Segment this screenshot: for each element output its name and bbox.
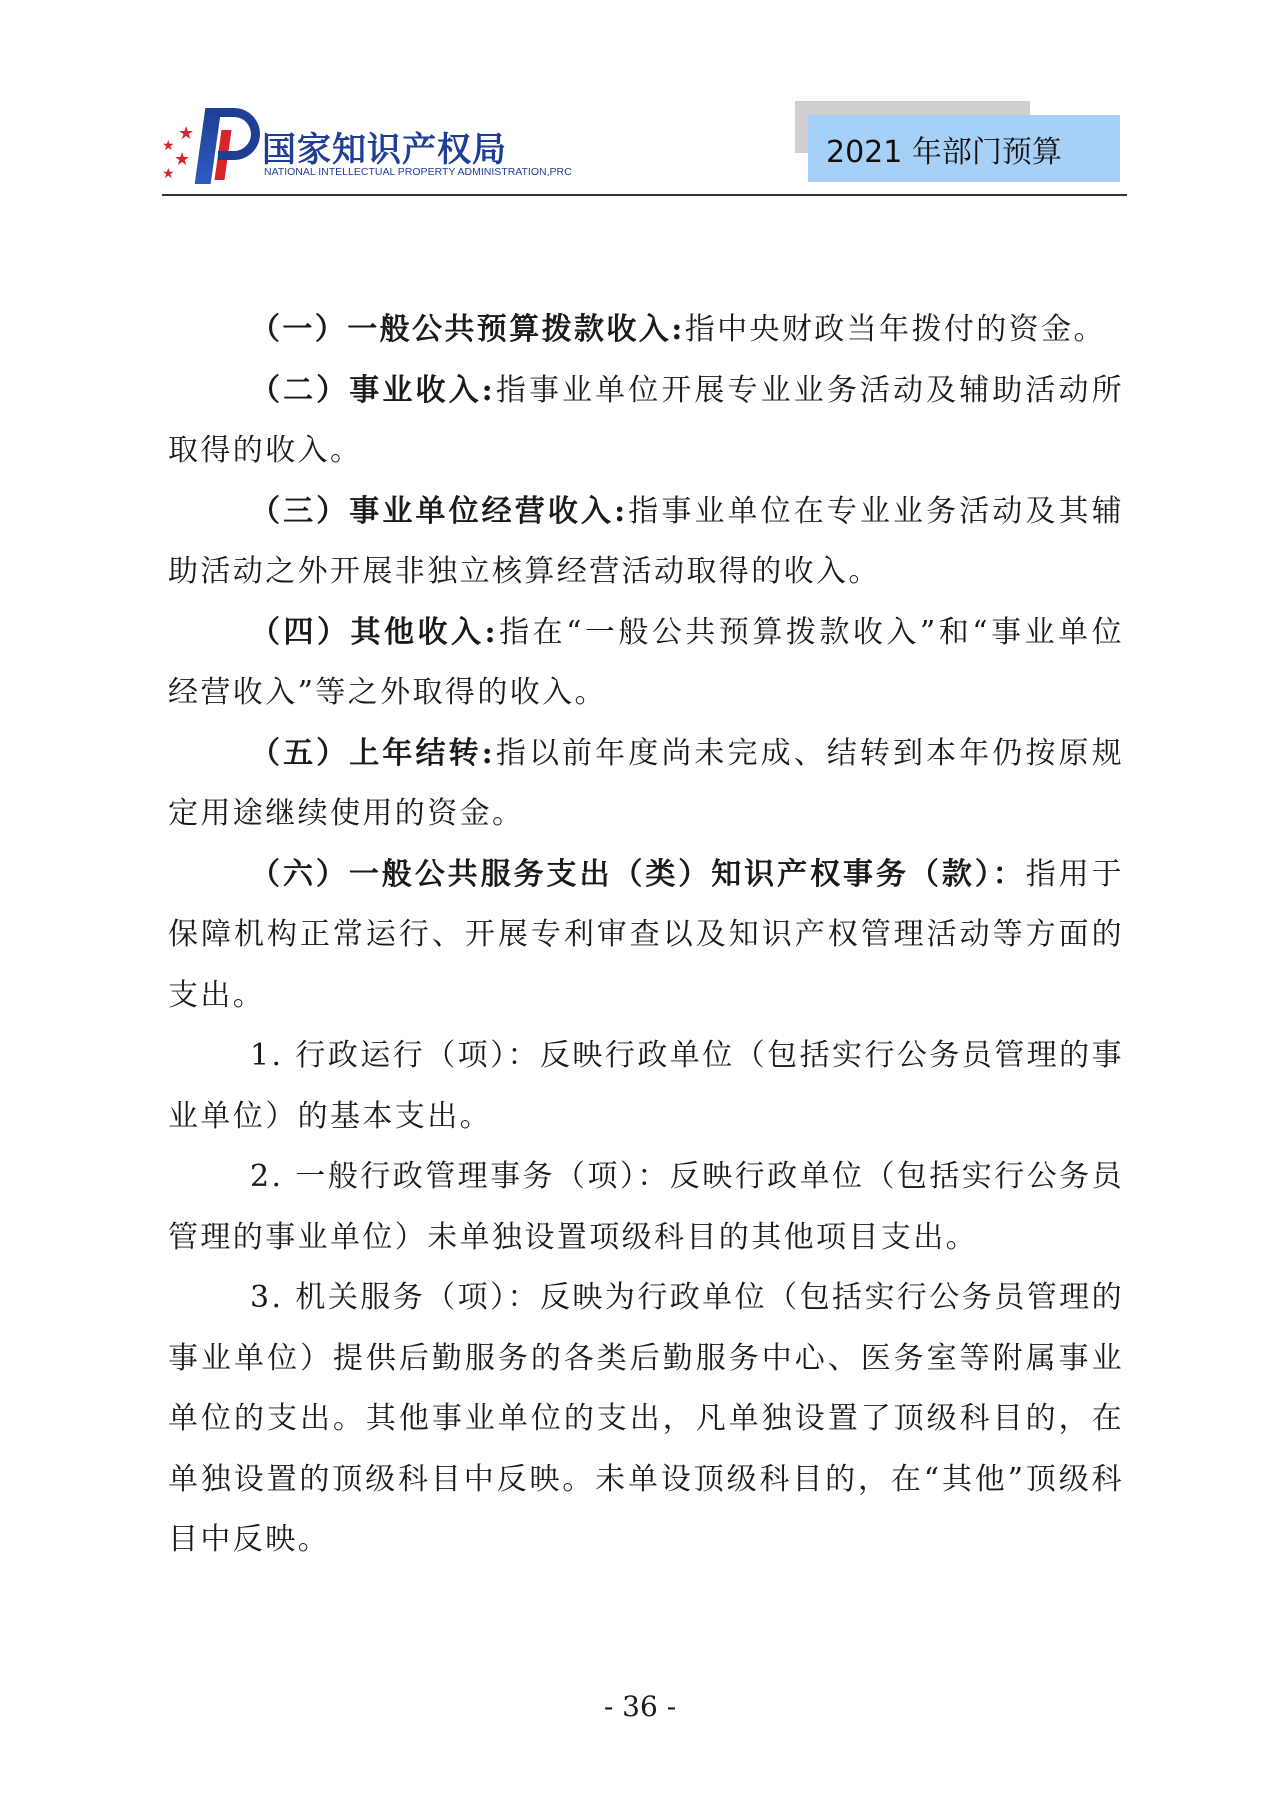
- list-item-text: 1. 行政运行（项）：反映行政单位（包括实行公务员管理的事业单位）的基本支出。: [168, 1038, 1124, 1134]
- paragraph-text: 指用于保障机构正常运行、开展专利审查以及知识产权管理活动等方面的支出。: [168, 856, 1124, 1013]
- paragraph: [168, 603, 1124, 724]
- paragraph-heading: （三）事业单位经营收入:: [250, 493, 628, 529]
- paragraph: [168, 482, 1124, 603]
- paragraph-text: 指事业单位开展专业业务活动及辅助活动所取得的收入。: [168, 372, 1124, 468]
- paragraph-heading: （一）一般公共预算拨款收入:: [250, 312, 685, 347]
- stars-icon: ★ ★ ★ ★: [162, 123, 195, 182]
- paragraph-text: 指事业单位在专业业务活动及其辅助活动之外开展非独立核算经营活动取得的收入。: [168, 493, 1125, 589]
- paragraph-text: 指中央财政当年拨付的资金。: [684, 312, 1106, 347]
- agency-logo: [160, 100, 600, 190]
- paragraph: [168, 300, 1124, 361]
- paragraph-text: 指以前年度尚未完成、结转到本年仍按原规定用途继续使用的资金。: [168, 735, 1124, 831]
- page-number: - 36 -: [603, 1690, 677, 1723]
- list-item-text: 2. 一般行政管理事务（项）：反映行政单位（包括实行公务员管理的事业单位）未单独设置项级科目的其他项目支出。: [168, 1159, 1124, 1255]
- list-item: [168, 1026, 1124, 1147]
- document-body: [168, 300, 1124, 1571]
- org-name-en: NATIONAL INTELLECTUAL PROPERTY ADMINISTRATION,PRC: [264, 166, 572, 178]
- paragraph-heading: （四）其他收入:: [250, 614, 498, 650]
- list-item-text: 3. 机关服务（项）：反映为行政单位（包括实行公务员管理的事业单位）提供后勤服务的各类后勤服务中心、医务室等附属事业单位的支出。其他事业单位的支出，凡单独设置了顶级科目的，在单独设置的顶级科目中反映。未单设顶级科目的，在“其他”顶级科目中反映。: [168, 1280, 1124, 1557]
- budget-year-badge: [808, 115, 1120, 182]
- badge-label: 2021 年部门预算: [826, 134, 1062, 170]
- list-item: [168, 1147, 1124, 1268]
- paragraph-heading: （五）上年结转:: [250, 735, 496, 771]
- paragraph-heading: （六）一般公共服务支出（类）知识产权事务（款）：: [250, 856, 1026, 892]
- paragraph-heading: （二）事业收入:: [250, 372, 496, 408]
- list-item: [168, 1268, 1124, 1571]
- org-name-cn: 国家知识产权局: [262, 130, 507, 170]
- paragraph: [168, 845, 1124, 1027]
- paragraph: [168, 361, 1124, 482]
- paragraph-text: 指在“一般公共预算拨款收入”和“事业单位经营收入”等之外取得的收入。: [168, 614, 1124, 710]
- header-divider: [162, 194, 1127, 196]
- paragraph: [168, 724, 1124, 845]
